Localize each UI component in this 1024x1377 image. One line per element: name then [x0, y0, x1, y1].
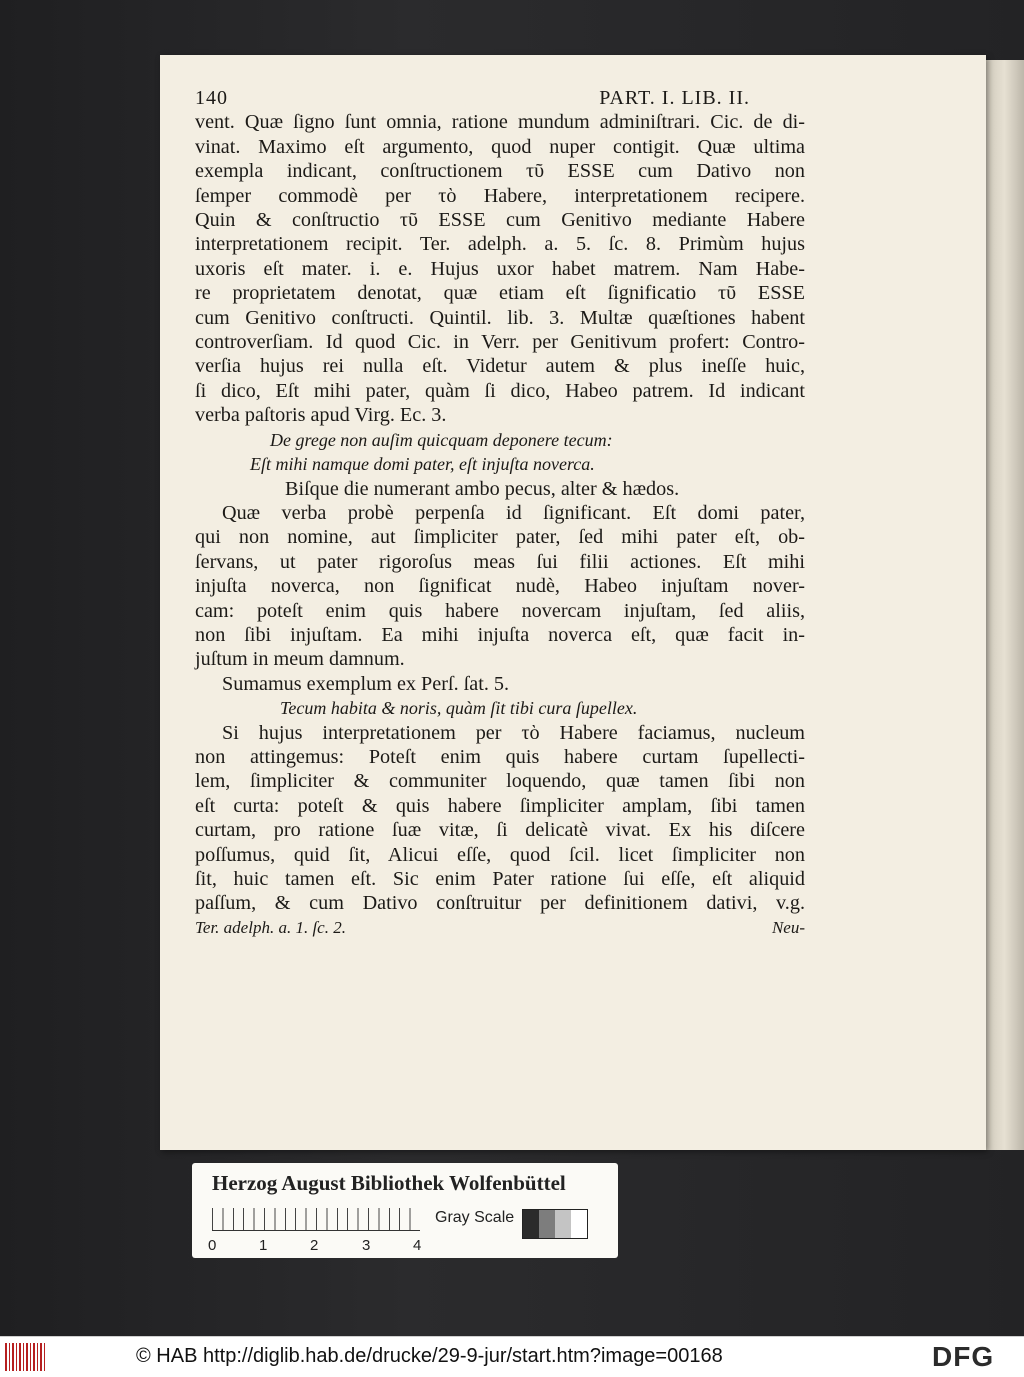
citation: Ter. adelph. a. 1. ſc. 2. [195, 917, 346, 937]
text-line: cum Genitivo conſtructi. Quintil. lib. 3. Multæ quæſtiones habent [195, 306, 805, 329]
paragraph-2 [195, 501, 805, 672]
page-number: 140 [195, 87, 228, 109]
text-line: non attingemus: Poteſt enim quis habere curtam ſupellecti- [195, 745, 805, 768]
text-line: verba paſtoris apud Virg. Ec. 3. [195, 404, 447, 427]
text-line: cam: poteſt enim quis habere novercam injuſtam, ſed aliis, [195, 599, 805, 622]
text-line: qui non nomine, aut ſimpliciter pater, ſed mihi pater eſt, ob- [195, 526, 805, 549]
text-line: ſit, huic tamen eſt. Sic enim Pater ratione ſui eſſe, eſt aliquid [195, 868, 805, 890]
text-line: Sumamus exemplum ex Perſ. ſat. 5. [222, 672, 510, 695]
gray-swatch [555, 1210, 571, 1238]
text-line: non ſibi injuſtam. Ea mihi injuſta noverca eſt, quæ facit in- [195, 623, 805, 646]
gray-swatch [523, 1210, 539, 1238]
text-line: ſervans, ut pater rigoroſus meas ſui filii actiones. Eſt mihi [195, 550, 805, 573]
verse-line: Biſque die numerant ambo pecus, alter & hædos. [285, 477, 680, 500]
ruler-number: 4 [413, 1237, 422, 1254]
text-line: ſi dico, Eſt mihi pater, quàm ſi dico, Habeo patrem. Id indicant [195, 379, 805, 402]
library-color-target [192, 1163, 618, 1258]
text-line: exempla indicant, conſtructionem τῦ ESSE cum Dativo non [195, 160, 805, 183]
gray-scale-swatches [522, 1209, 588, 1239]
ruler-number: 0 [208, 1237, 217, 1254]
text-line: Quin & conſtructio τῦ ESSE cum Genitivo mediante Habere [195, 209, 805, 232]
facing-page-edge [985, 60, 1024, 1150]
text-line: injuſta noverca, non ſignificat nudè, Habeo injuſtam nover- [195, 575, 805, 598]
verse-quote-1 [195, 428, 805, 501]
text-line: lem, ſimpliciter & communiter loquendo, quæ tamen ſibi non [195, 770, 805, 793]
ruler-number: 2 [310, 1237, 319, 1254]
ruler-number: 1 [259, 1237, 268, 1254]
viewer-footer [0, 1336, 1024, 1377]
scale-ruler [212, 1208, 420, 1231]
gray-swatch [539, 1210, 555, 1238]
text-line: Quæ verba probè perpenſa id ſignificant. Eſt domi pater, [222, 501, 805, 524]
text-line: ſemper commodè per τὸ Habere, interpretationem recipere. [195, 184, 805, 207]
text-line: paſſum, & cum Dativo conſtruitur per definitionem dativi, v.g. [195, 892, 805, 915]
text-line: curtam, pro ratione ſuæ vitæ, ſi delicatè vivat. Ex his diſcere [195, 819, 805, 842]
text-line: poſſumus, quid ſit, Alicui eſſe, quod ſcil. licet ſimpliciter non [195, 843, 805, 866]
gray-scale-label: Gray Scale [435, 1209, 515, 1226]
text-line: Si hujus interpretationem per τὸ Habere faciamus, nucleum [222, 721, 805, 744]
text-line: eſt curta: poteſt & quis habere ſimpliciter amplam, ſibi tamen [195, 794, 805, 817]
verse-line: Eſt mihi namque domi pater, eſt injuſta noverca. [250, 454, 595, 475]
text-line: controverſiam. Id quod Cic. in Verr. per Genitivum profert: Contro- [195, 331, 805, 354]
text-line: uxoris eſt mater. i. e. Hujus uxor habet matrem. Nam Habe- [195, 257, 805, 280]
page-text [195, 86, 805, 940]
source-link[interactable]: © HAB http://diglib.hab.de/drucke/29-9-jur/start.htm?image=00168 [136, 1345, 723, 1367]
text-line: interpretationem recipit. Ter. adelph. a. 5. ſc. 8. Primùm hujus [195, 233, 805, 256]
paragraph-1 [195, 110, 805, 427]
gray-swatch [571, 1210, 587, 1238]
dfg-logo: DFG [932, 1341, 995, 1372]
paragraph-3 [195, 721, 805, 916]
last-line [195, 916, 805, 940]
ruler-number: 3 [362, 1237, 371, 1254]
running-title: PART. I. LIB. II. [599, 87, 750, 109]
text-line: verſia hujus rei nulla eſt. Videtur autem & plus ineſſe huic, [195, 355, 805, 378]
hab-logo-icon [5, 1343, 45, 1371]
verse-line: De grege non auſim quicquam deponere tecum: [270, 429, 613, 450]
library-name: Herzog August Bibliothek Wolfenbüttel [212, 1171, 566, 1195]
text-line: vinat. Maximo eſt argumento, quod nuper contigit. Quæ ultima [195, 135, 805, 158]
verse-line: Tecum habita & noris, quàm ſit tibi cura ſupellex. [280, 698, 638, 719]
catchword: Neu- [771, 917, 805, 937]
text-line: vent. Quæ ſigno ſunt omnia, ratione mundum adminiſtrari. Cic. de di- [195, 111, 805, 134]
text-line: re proprietatem denotat, quæ etiam eſt ſignificatio τῦ ESSE [195, 282, 805, 305]
text-line: juſtum in meum damnum. [195, 648, 405, 671]
page-header [195, 86, 805, 110]
